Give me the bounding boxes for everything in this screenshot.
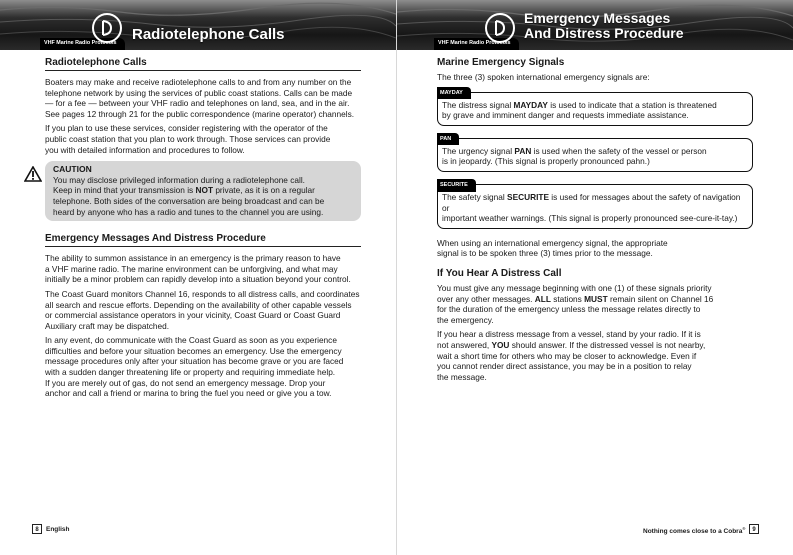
mayday-box: MAYDAY The distress signal MAYDAY is used to indicate that a station is threatened by grave and imminent danger and requests immediate assistance. <box>437 92 753 126</box>
banner-tab-label: VHF Marine Radio Protocols <box>438 40 511 46</box>
caution-line-2: Keep in mind that your transmission is NOT private, as it is on a regular <box>53 185 315 196</box>
footer-tagline: Nothing comes close to a Cobra® <box>643 526 746 536</box>
securite-tag: SECURITE <box>437 179 476 192</box>
caution-line-3: telephone. Both sides of the conversation are being broadcast and can be <box>53 195 325 206</box>
securite-box: SECURITE The safety signal SECURITE is used for messages about the safety of navigation or important weather warnings. (This signal is properly pronounced see-cure-it-tay.) <box>437 184 753 229</box>
paragraph-distress-2: If you hear a distress message from a vessel, stand by your radio. If it is not answered, YOU should answer. If the distressed vessel is not nearby, wait a short time for others who may be closer to acknowledge. Even if you cannot render direct assistance, you may be in a position to relay the message. <box>437 329 706 382</box>
cobra-radio-logo-icon <box>485 13 515 43</box>
signals-after: When using an international emergency signal, the appropriate signal is to be spoken three (3) times prior to the message. <box>437 237 668 259</box>
paragraph-emergency-1: The ability to summon assistance in an emergency is the primary reason to have a VHF marine radio. The marine environment can be unforgiving, and what may initially be a minor problem can rapidly develop into a situation beyond your control. <box>45 253 351 285</box>
footer-language: English <box>46 526 70 533</box>
left-page <box>0 0 396 555</box>
paragraph-radiotelephone-2: If you plan to use these services, consider registering with the operator of the public coast station that you plan to work through. Those services can provide you with detailed information and procedures to follow. <box>45 123 331 155</box>
section-heading-signals: Marine Emergency Signals <box>437 57 565 68</box>
paragraph-distress-1: You must give any message beginning with one (1) of these signals priority over any other messages. ALL stations MUST remain silent on Channel 16 for the duration of the emergency unless the message relates directly to the emergency. <box>437 282 714 325</box>
pan-box: PAN The urgency signal PAN is used when the safety of the vessel or person is in jeopardy. (This signal is properly pronounced pahn.) <box>437 138 753 172</box>
cobra-radio-logo-icon <box>92 13 122 43</box>
paragraph-emergency-3: In any event, do communicate with the Coast Guard as soon as you experience difficulties and before your situation becomes an emergency. Use the emergency message procedures only after your situation has become grave or you are faced with a sudden danger threatening life or property and requiring immediate help. If you are merely out of gas, do not send an emergency message. Drop your anchor and call a friend or marina to bring the fuel you need or give you a tow. <box>45 335 344 399</box>
left-banner <box>0 0 396 50</box>
section-heading-radiotelephone: Radiotelephone Calls <box>45 57 361 71</box>
signals-intro: The three (3) spoken international emergency signals are: <box>437 72 650 82</box>
caution-callout <box>45 161 361 221</box>
caution-title: CAUTION <box>53 164 92 175</box>
right-page <box>397 0 793 555</box>
left-content <box>45 57 361 403</box>
page-number-box: 8 <box>32 524 42 534</box>
page-title: Radiotelephone Calls <box>132 26 285 43</box>
page-title: Emergency Messages And Distress Procedure <box>524 10 684 41</box>
banner-tab-label: VHF Marine Radio Protocols <box>44 40 117 46</box>
right-content <box>437 57 753 386</box>
right-banner <box>397 0 793 50</box>
caution-line-4: heard by anyone who has a radio and tunes to the channel you are using. <box>53 206 324 217</box>
caution-box <box>45 161 361 221</box>
paragraph-emergency-2: The Coast Guard monitors Channel 16, responds to all distress calls, and coordinates all search and rescue efforts. Depending on the availability of other capable vessels or commercial assistance operators in your vicinity, Coast Guard or Coast Guard Auxiliary craft may be dispatched. <box>45 288 360 331</box>
paragraph-radiotelephone-1: Boaters may make and receive radiotelephone calls to and from any number on the telephone network by using the services of public coast stations. Calls can be made — for a fee — between your VHF radio and telephones on land, sea, and in the air. See pages 12 through 21 for the public correspondence (marine operator) channels. <box>45 77 355 119</box>
page-number-box: 9 <box>749 524 759 534</box>
caution-line-1: You may disclose privileged information during a radiotelephone call. <box>53 174 305 185</box>
pan-tag: PAN <box>437 133 459 146</box>
section-heading-distress: If You Hear A Distress Call <box>437 267 562 279</box>
mayday-tag: MAYDAY <box>437 87 471 100</box>
section-heading-emergency: Emergency Messages And Distress Procedure <box>45 233 361 247</box>
warning-triangle-icon <box>24 166 42 182</box>
